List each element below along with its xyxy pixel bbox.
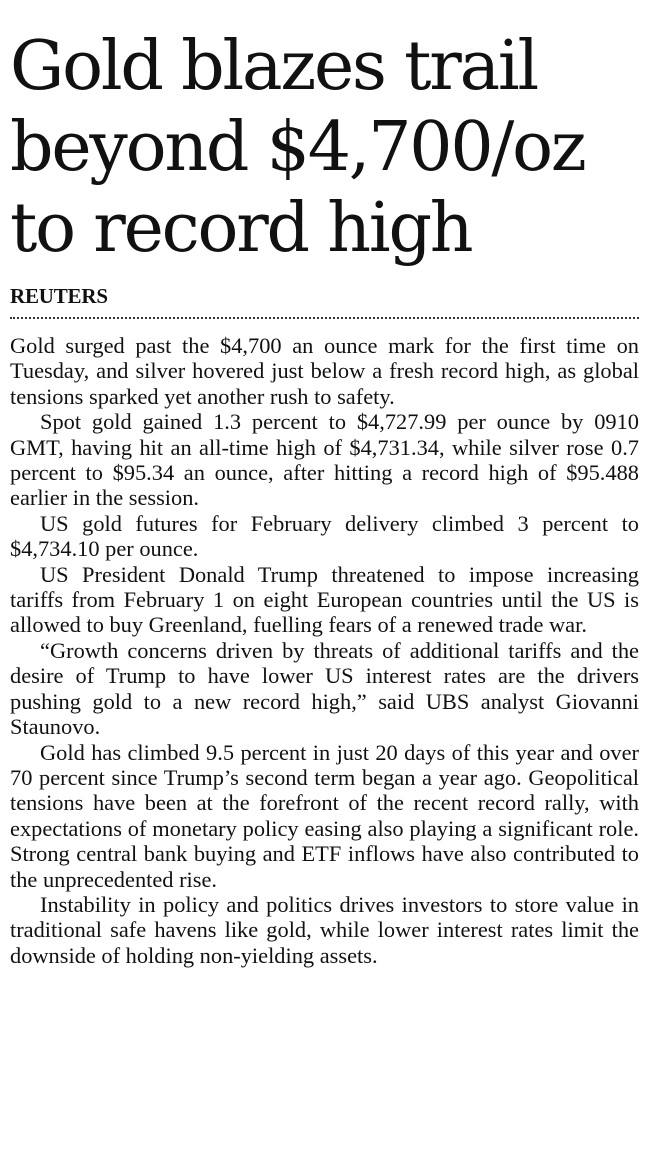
paragraph: Spot gold gained 1.3 percent to $4,727.99 per ounce by 0910 GMT, having hit an all-time high of $4,731.34, while silver rose 0.7 percent to $95.34 an ounce, after hitting a record high of $95.488 earlier in the session. (10, 409, 639, 511)
paragraph: Instability in policy and politics drives investors to store value in traditional safe havens like gold, while lower interest rates limit the downside of holding non-yielding assets. (10, 891, 639, 968)
byline: REUTERS (10, 284, 108, 308)
headline-line: beyond $4,700/oz (10, 108, 585, 187)
headline (10, 26, 639, 269)
paragraph: US President Donald Trump threatened to impose increasing tariffs from February 1 on eight European countries until the US is allowed to buy Greenland, fuelling fears of a renewed trade war. (10, 561, 639, 638)
dotted-divider (10, 317, 639, 319)
article-body (10, 333, 639, 968)
paragraph: “Growth concerns driven by threats of additional tariffs and the desire of Trump to have lower US interest rates are the drivers pushing gold to a new record high,” said UBS analyst Giovanni Staunovo. (10, 637, 639, 740)
paragraph: Gold has climbed 9.5 percent in just 20 days of this year and over 70 percent since Trump’s second term began a year ago. Geopolitical tensions have been at the forefront of the recent record rally, with expectations of monetary policy easing also playing a significant role. Strong central bank buying and ETF inflows have also contributed to the unprecedented rise. (10, 739, 639, 892)
headline-line: to record high (10, 189, 472, 268)
headline-line: Gold blazes trail (10, 27, 538, 106)
paragraph: Gold surged past the $4,700 an ounce mark for the first time on Tuesday, and silver hovered just below a fresh record high, as global tensions sparked yet another rush to safety. (10, 333, 639, 409)
paragraph: US gold futures for February delivery climbed 3 percent to $4,734.10 per ounce. (10, 510, 639, 562)
